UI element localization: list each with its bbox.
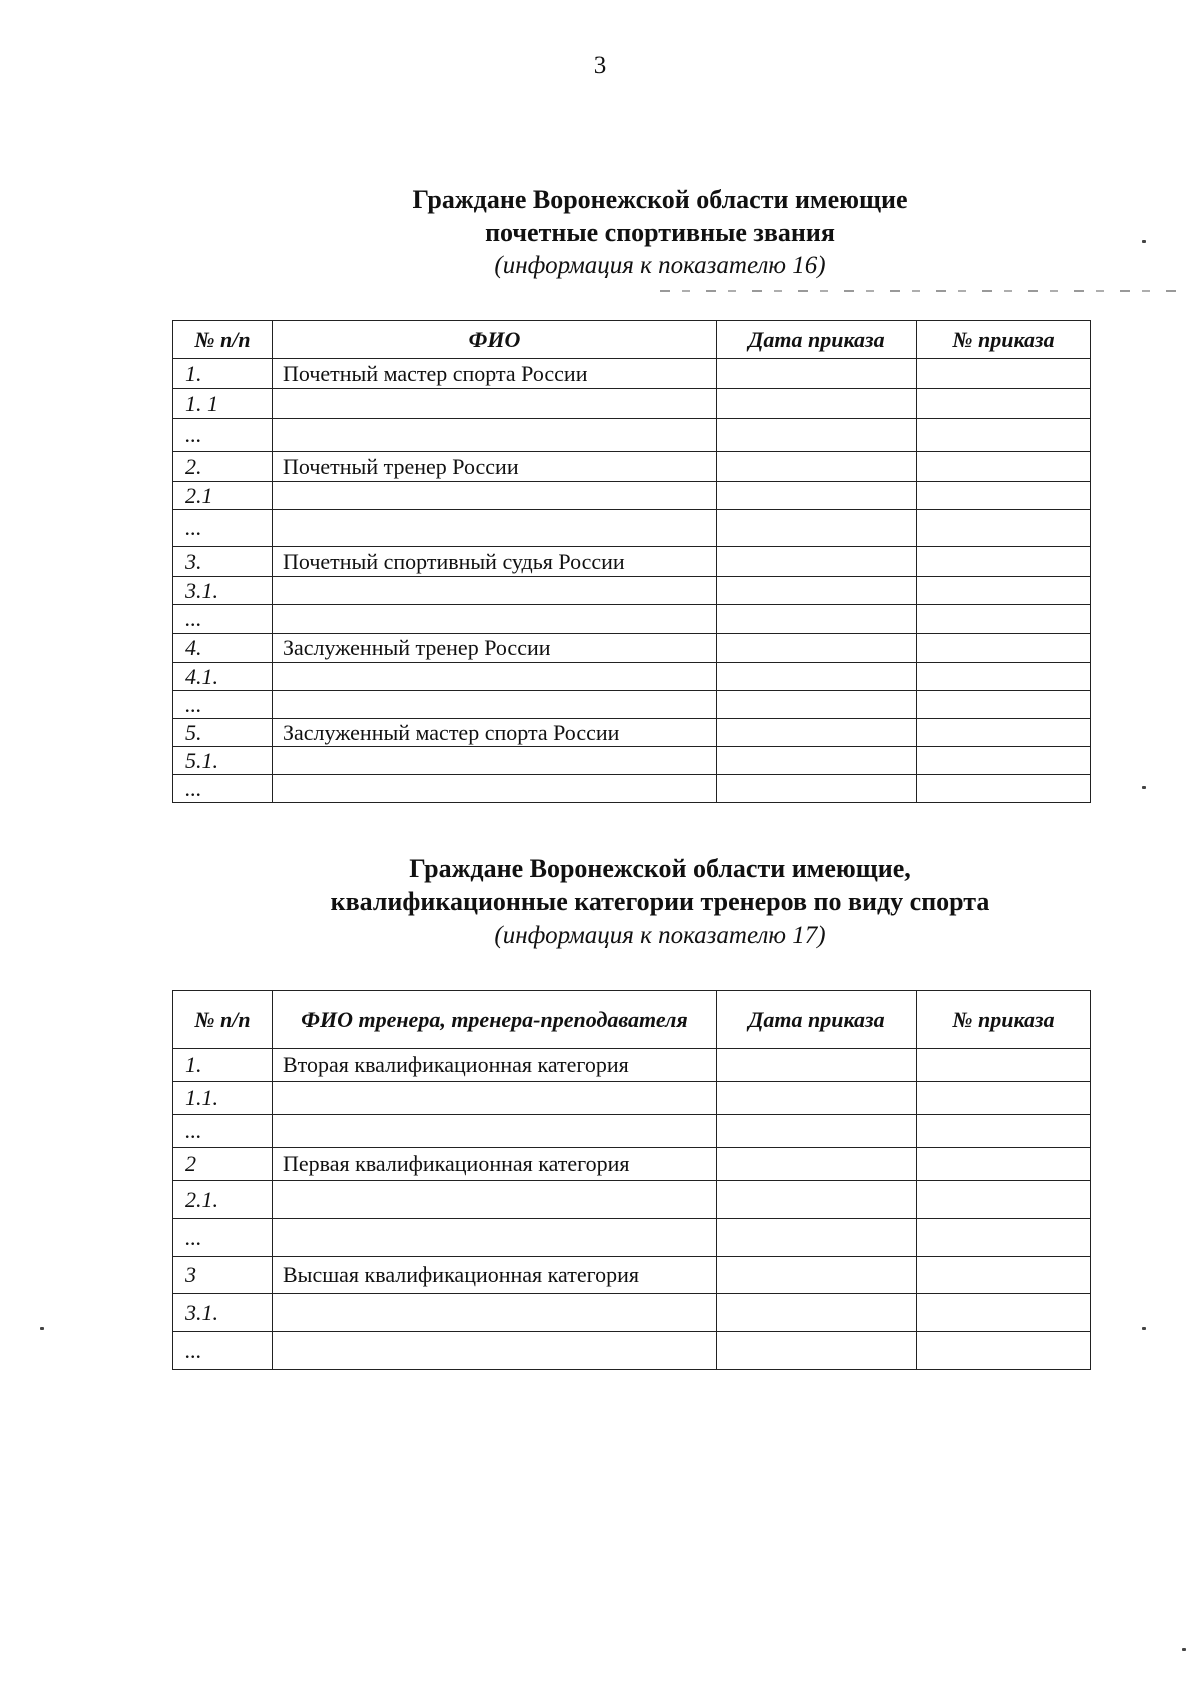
table-body bbox=[173, 359, 1091, 803]
row-order-number-cell bbox=[917, 1257, 1091, 1294]
column-header-name: ФИО bbox=[273, 321, 717, 359]
row-order-number-cell bbox=[917, 577, 1091, 605]
section1-title-line: почетные спортивные звания bbox=[485, 218, 835, 247]
row-name-cell bbox=[273, 747, 717, 775]
row-name-cell bbox=[273, 510, 717, 547]
table-row bbox=[173, 747, 1091, 775]
row-name-cell: Почетный спортивный судья России bbox=[273, 547, 717, 577]
table-row bbox=[173, 1082, 1091, 1115]
row-name-cell bbox=[273, 1294, 717, 1332]
row-number-cell: 2.1 bbox=[173, 482, 273, 510]
section1-title-line: Граждане Воронежской области имеющие bbox=[412, 185, 908, 214]
row-order-date-cell bbox=[717, 775, 917, 803]
table-row bbox=[173, 1181, 1091, 1219]
table-header-row bbox=[173, 991, 1091, 1049]
row-order-number-cell bbox=[917, 634, 1091, 663]
table-row bbox=[173, 691, 1091, 719]
table-row bbox=[173, 775, 1091, 803]
row-order-date-cell bbox=[717, 1294, 917, 1332]
row-name-cell: Высшая квалификационная категория bbox=[273, 1257, 717, 1294]
row-name-cell bbox=[273, 419, 717, 452]
row-order-number-cell bbox=[917, 605, 1091, 634]
row-name-cell: Почетный тренер России bbox=[273, 452, 717, 482]
table-row bbox=[173, 1219, 1091, 1257]
table-row bbox=[173, 605, 1091, 634]
row-order-number-cell bbox=[917, 452, 1091, 482]
column-header-order-number: № приказа bbox=[917, 991, 1091, 1049]
column-header-number: № п/п bbox=[173, 321, 273, 359]
row-name-cell bbox=[273, 1332, 717, 1370]
row-order-number-cell bbox=[917, 1082, 1091, 1115]
row-number-cell: 3.1. bbox=[173, 1294, 273, 1332]
row-order-date-cell bbox=[717, 1332, 917, 1370]
row-name-cell: Заслуженный мастер спорта России bbox=[273, 719, 717, 747]
row-order-date-cell bbox=[717, 663, 917, 691]
row-number-cell: ... bbox=[173, 1332, 273, 1370]
scan-noise-line bbox=[660, 290, 1180, 292]
row-order-number-cell bbox=[917, 1294, 1091, 1332]
row-order-number-cell bbox=[917, 1181, 1091, 1219]
row-number-cell: ... bbox=[173, 775, 273, 803]
row-name-cell bbox=[273, 775, 717, 803]
section2-title-line: квалификационные категории тренеров по виду спорта bbox=[330, 887, 990, 916]
scan-speck bbox=[1182, 1648, 1186, 1651]
row-number-cell: ... bbox=[173, 510, 273, 547]
row-order-date-cell bbox=[717, 1181, 917, 1219]
row-order-date-cell bbox=[717, 1219, 917, 1257]
row-name-cell bbox=[273, 482, 717, 510]
row-number-cell: ... bbox=[173, 419, 273, 452]
row-order-date-cell bbox=[717, 747, 917, 775]
table-row bbox=[173, 1257, 1091, 1294]
row-order-date-cell bbox=[717, 389, 917, 419]
row-order-number-cell bbox=[917, 510, 1091, 547]
row-number-cell: 5.1. bbox=[173, 747, 273, 775]
row-order-date-cell bbox=[717, 482, 917, 510]
row-order-number-cell bbox=[917, 719, 1091, 747]
table-row bbox=[173, 1049, 1091, 1082]
column-header-order-date: Дата приказа bbox=[717, 321, 917, 359]
table-row bbox=[173, 663, 1091, 691]
row-order-number-cell bbox=[917, 419, 1091, 452]
row-name-cell bbox=[273, 577, 717, 605]
row-order-date-cell bbox=[717, 547, 917, 577]
table-row bbox=[173, 719, 1091, 747]
row-order-number-cell bbox=[917, 1219, 1091, 1257]
row-order-number-cell bbox=[917, 691, 1091, 719]
row-order-date-cell bbox=[717, 419, 917, 452]
row-number-cell: 1. bbox=[173, 359, 273, 389]
table-row bbox=[173, 482, 1091, 510]
table-body bbox=[173, 1049, 1091, 1370]
row-order-date-cell bbox=[717, 691, 917, 719]
column-header-order-date: Дата приказа bbox=[717, 991, 917, 1049]
row-order-number-cell bbox=[917, 1115, 1091, 1148]
row-name-cell: Заслуженный тренер России bbox=[273, 634, 717, 663]
section2-title bbox=[0, 852, 1200, 918]
row-number-cell: 1. bbox=[173, 1049, 273, 1082]
row-order-date-cell bbox=[717, 359, 917, 389]
row-name-cell bbox=[273, 691, 717, 719]
column-header-name: ФИО тренера, тренера-преподавателя bbox=[273, 991, 717, 1049]
row-number-cell: ... bbox=[173, 691, 273, 719]
row-order-date-cell bbox=[717, 719, 917, 747]
column-header-order-number: № приказа bbox=[917, 321, 1091, 359]
section2-subtitle-text: (информация к показателю 17) bbox=[494, 922, 826, 949]
row-order-date-cell bbox=[717, 510, 917, 547]
row-number-cell: 2.1. bbox=[173, 1181, 273, 1219]
row-number-cell: 1. 1 bbox=[173, 389, 273, 419]
row-name-cell bbox=[273, 1181, 717, 1219]
row-name-cell: Вторая квалификационная категория bbox=[273, 1049, 717, 1082]
table-row bbox=[173, 1332, 1091, 1370]
row-name-cell: Почетный мастер спорта России bbox=[273, 359, 717, 389]
row-number-cell: ... bbox=[173, 1115, 273, 1148]
row-number-cell: 2 bbox=[173, 1148, 273, 1181]
table-row bbox=[173, 419, 1091, 452]
row-order-number-cell bbox=[917, 1148, 1091, 1181]
row-number-cell: 5. bbox=[173, 719, 273, 747]
row-number-cell: 4.1. bbox=[173, 663, 273, 691]
section1-title bbox=[0, 183, 1200, 249]
row-name-cell: Первая квалификационная категория bbox=[273, 1148, 717, 1181]
table-row bbox=[173, 452, 1091, 482]
row-order-date-cell bbox=[717, 452, 917, 482]
table-row bbox=[173, 1294, 1091, 1332]
row-order-number-cell bbox=[917, 1332, 1091, 1370]
honorary-titles-table bbox=[172, 320, 1091, 803]
row-number-cell: 4. bbox=[173, 634, 273, 663]
table-row bbox=[173, 510, 1091, 547]
scan-speck bbox=[1142, 240, 1146, 243]
row-number-cell: 1.1. bbox=[173, 1082, 273, 1115]
table-row bbox=[173, 359, 1091, 389]
table-row bbox=[173, 634, 1091, 663]
table-row bbox=[173, 547, 1091, 577]
row-order-number-cell bbox=[917, 747, 1091, 775]
scan-speck bbox=[40, 1327, 44, 1330]
row-order-number-cell bbox=[917, 775, 1091, 803]
table-row bbox=[173, 389, 1091, 419]
row-order-number-cell bbox=[917, 547, 1091, 577]
table-header-row bbox=[173, 321, 1091, 359]
row-number-cell: 2. bbox=[173, 452, 273, 482]
section2-title-line: Граждане Воронежской области имеющие, bbox=[409, 854, 911, 883]
row-name-cell bbox=[273, 663, 717, 691]
row-order-date-cell bbox=[717, 1257, 917, 1294]
row-order-number-cell bbox=[917, 663, 1091, 691]
row-order-number-cell bbox=[917, 359, 1091, 389]
row-number-cell: 3.1. bbox=[173, 577, 273, 605]
row-order-number-cell bbox=[917, 1049, 1091, 1082]
table-row bbox=[173, 1115, 1091, 1148]
row-number-cell: 3 bbox=[173, 1257, 273, 1294]
page-number: 3 bbox=[593, 52, 607, 79]
row-order-number-cell bbox=[917, 389, 1091, 419]
scan-speck bbox=[1142, 786, 1146, 789]
scan-speck bbox=[1142, 1327, 1146, 1330]
row-name-cell bbox=[273, 605, 717, 634]
row-order-date-cell bbox=[717, 605, 917, 634]
row-name-cell bbox=[273, 1115, 717, 1148]
coach-categories-table bbox=[172, 990, 1091, 1370]
row-name-cell bbox=[273, 1219, 717, 1257]
row-number-cell: 3. bbox=[173, 547, 273, 577]
row-name-cell bbox=[273, 1082, 717, 1115]
row-order-date-cell bbox=[717, 1115, 917, 1148]
section2-subtitle bbox=[0, 920, 1200, 952]
table-row bbox=[173, 1148, 1091, 1181]
column-header-number: № п/п bbox=[173, 991, 273, 1049]
row-order-date-cell bbox=[717, 1082, 917, 1115]
section1-subtitle-text: (информация к показателю 16) bbox=[494, 252, 826, 279]
row-number-cell: ... bbox=[173, 605, 273, 634]
table-row bbox=[173, 577, 1091, 605]
section1-subtitle bbox=[0, 250, 1200, 282]
row-order-number-cell bbox=[917, 482, 1091, 510]
row-order-date-cell bbox=[717, 634, 917, 663]
row-number-cell: ... bbox=[173, 1219, 273, 1257]
row-order-date-cell bbox=[717, 1049, 917, 1082]
row-order-date-cell bbox=[717, 577, 917, 605]
row-order-date-cell bbox=[717, 1148, 917, 1181]
row-name-cell bbox=[273, 389, 717, 419]
